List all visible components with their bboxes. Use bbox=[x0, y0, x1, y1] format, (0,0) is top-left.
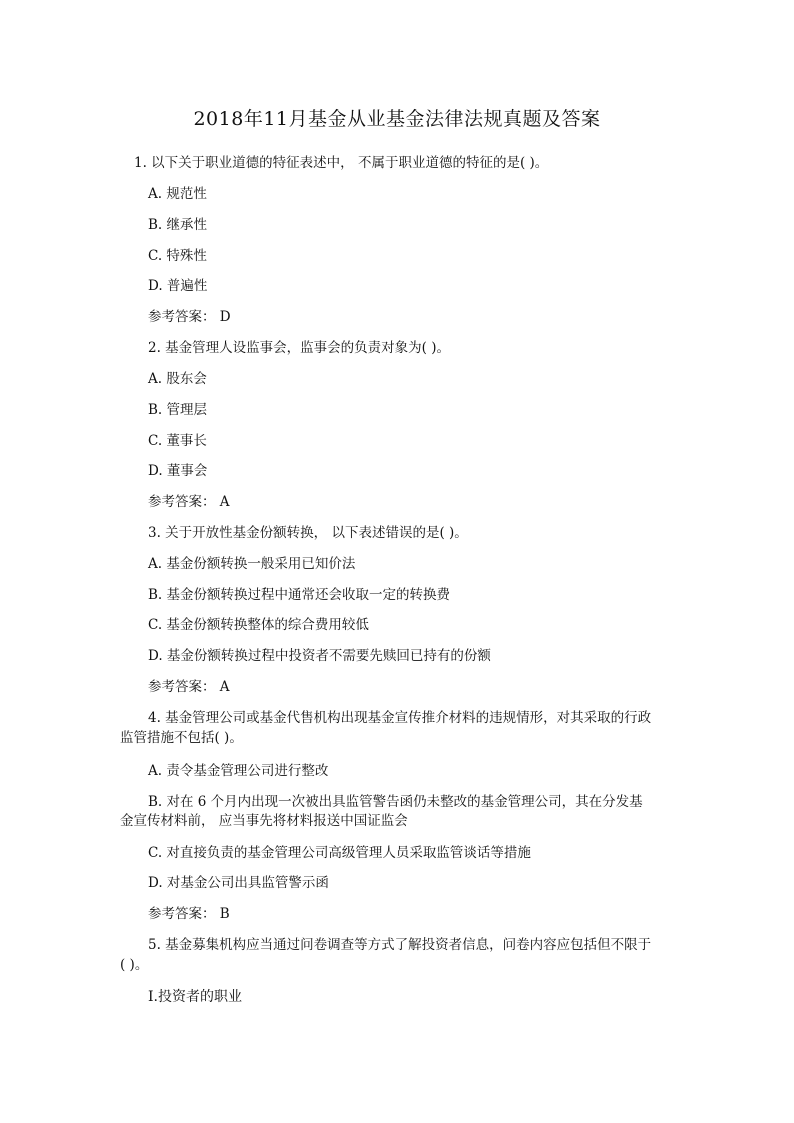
question-5-item-i: Ⅰ.投资者的职业 bbox=[148, 989, 242, 1005]
question-2-option-c: C. 董事长 bbox=[148, 433, 207, 449]
question-4-option-a: A. 责令基金管理公司进行整改 bbox=[148, 763, 329, 779]
question-3-option-d: D. 基金份额转换过程中投资者不需要先赎回已持有的份额 bbox=[148, 648, 491, 664]
question-2-option-a: A. 股东会 bbox=[148, 371, 207, 387]
question-1-text: 1. 以下关于职业道德的特征表述中， 不属于职业道德的特征的是( )。 bbox=[134, 155, 549, 171]
question-1-answer: 参考答案： D bbox=[148, 309, 231, 325]
question-3-answer: 参考答案： A bbox=[148, 679, 230, 695]
question-4-text-continued: 监管措施不包括( )。 bbox=[120, 730, 243, 746]
question-4-option-b-continued: 金宣传材料前， 应当事先将材料报送中国证监会 bbox=[120, 813, 408, 829]
question-1-option-d: D. 普遍性 bbox=[148, 278, 208, 294]
question-5-text: 5. 基金募集机构应当通过问卷调查等方式了解投资者信息，问卷内容应包括但不限于 bbox=[148, 937, 652, 953]
question-1-option-c: C. 特殊性 bbox=[148, 248, 207, 264]
question-1-option-a: A. 规范性 bbox=[148, 186, 207, 202]
question-1-option-b: B. 继承性 bbox=[148, 217, 208, 233]
question-5-text-continued: ( )。 bbox=[120, 957, 149, 973]
question-2-option-b: B. 管理层 bbox=[148, 402, 208, 418]
question-4-option-b: B. 对在 6 个月内出现一次被出具监管警告函仍未整改的基金管理公司，其在分发基 bbox=[148, 794, 643, 810]
question-2-answer: 参考答案： A bbox=[148, 494, 230, 510]
question-4-option-d: D. 对基金公司出具监管警示函 bbox=[148, 875, 329, 891]
question-4-option-c: C. 对直接负责的基金管理公司高级管理人员采取监管谈话等措施 bbox=[148, 845, 531, 861]
question-2-option-d: D. 董事会 bbox=[148, 463, 208, 479]
question-3-option-a: A. 基金份额转换一般采用已知价法 bbox=[148, 556, 356, 572]
question-4-text: 4. 基金管理公司或基金代售机构出现基金宣传推介材料的违规情形，对其采取的行政 bbox=[148, 710, 652, 726]
question-3-text: 3. 关于开放性基金份额转换， 以下表述错误的是( )。 bbox=[148, 525, 468, 541]
document-title: 2018年11月基金从业基金法律法规真题及答案 bbox=[193, 108, 601, 130]
question-3-option-c: C. 基金份额转换整体的综合费用较低 bbox=[148, 617, 369, 633]
question-2-text: 2. 基金管理人设监事会，监事会的负责对象为( )。 bbox=[148, 340, 450, 356]
question-3-option-b: B. 基金份额转换过程中通常还会收取一定的转换费 bbox=[148, 587, 451, 603]
question-4-answer: 参考答案： B bbox=[148, 906, 230, 922]
